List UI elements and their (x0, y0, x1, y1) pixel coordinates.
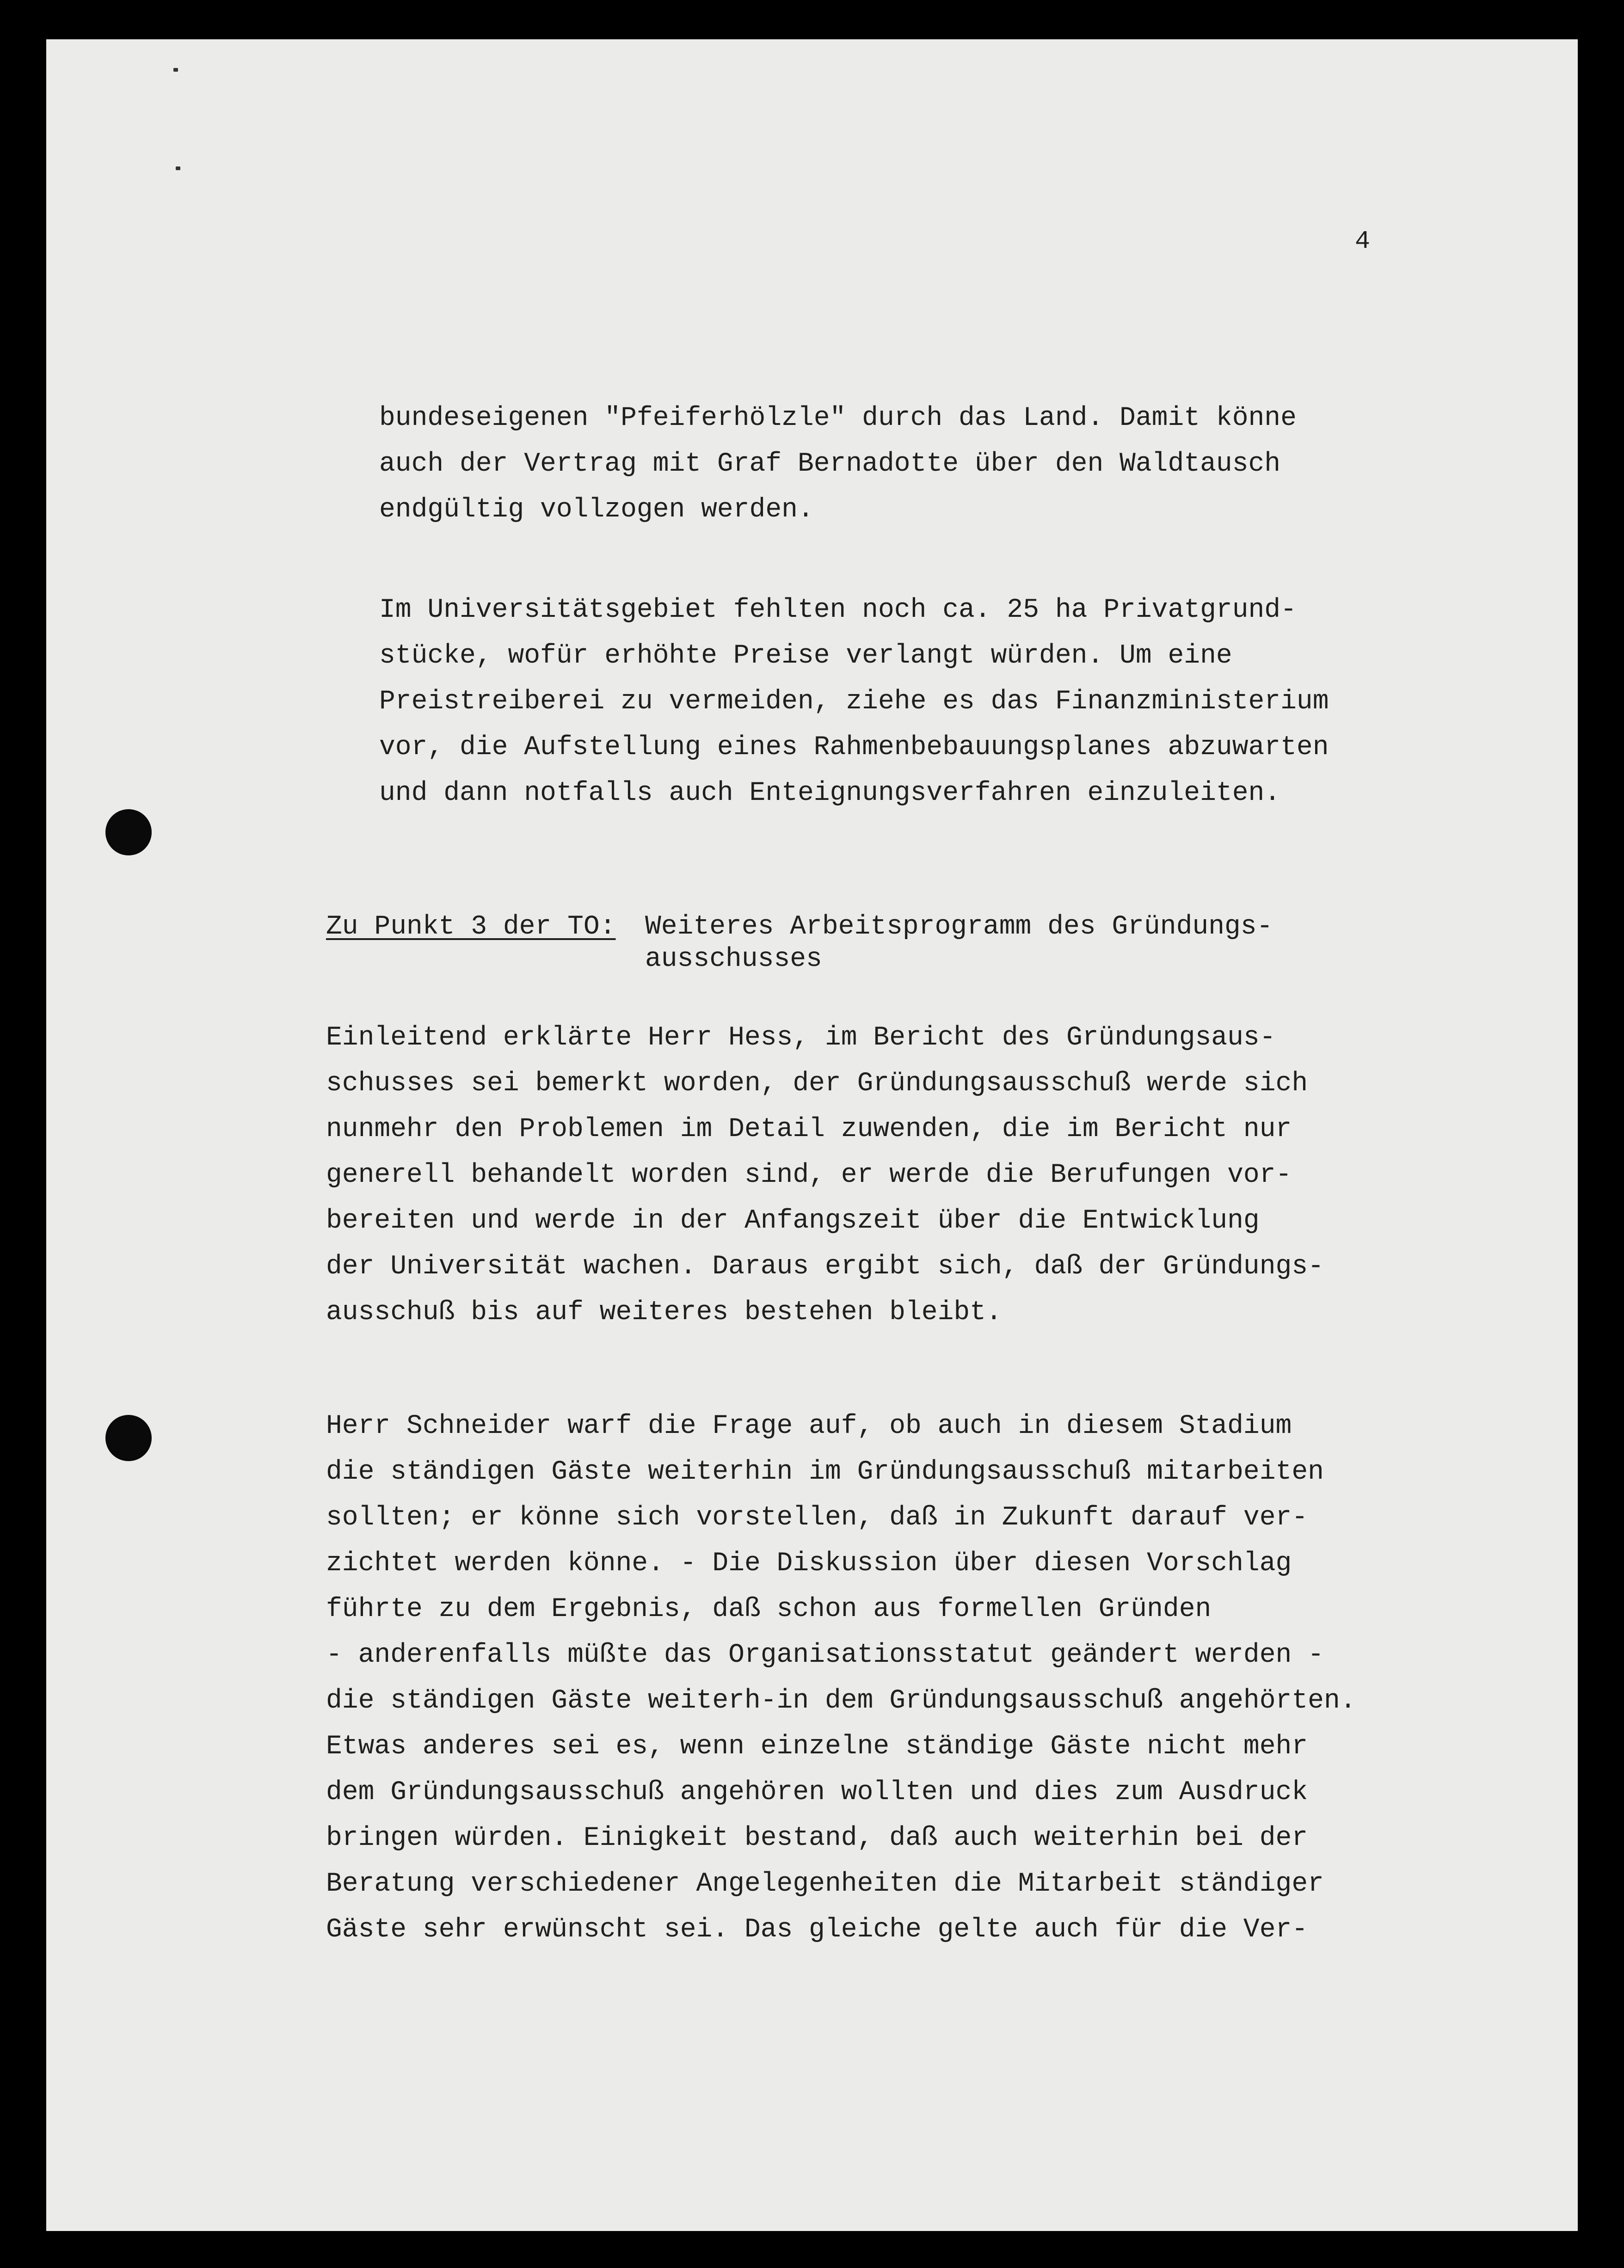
paragraph-land-exchange (379, 395, 1297, 533)
ink-speck (176, 166, 180, 170)
text-line: Im Universitätsgebiet fehlten noch ca. 25 ha Privatgrund- (379, 595, 1297, 625)
text-line: der Universität wachen. Daraus ergibt sich, daß der Gründungs- (326, 1252, 1324, 1282)
text-line: bringen würden. Einigkeit bestand, daß auch weiterhin bei der (326, 1823, 1308, 1853)
punch-hole (105, 1415, 152, 1461)
text-line: zichtet werden könne. - Die Diskussion über diesen Vorschlag (326, 1549, 1292, 1579)
ink-speck (173, 68, 178, 72)
text-line: bundeseigenen "Pfeiferhölzle" durch das Land. Damit könne (379, 403, 1297, 433)
text-line: ausschuß bis auf weiteres bestehen bleibt. (326, 1297, 1002, 1328)
page-number: 4 (1355, 227, 1371, 256)
agenda-item-title (645, 911, 1273, 976)
text-line: sollten; er könne sich vorstellen, daß in Zukunft darauf ver- (326, 1503, 1308, 1533)
text-line: Herr Schneider warf die Frage auf, ob auch in diesem Stadium (326, 1411, 1292, 1441)
text-line: vor, die Aufstellung eines Rahmenbebauungsplanes abzuwarten (379, 732, 1329, 762)
text-line: die ständigen Gäste weiterh-in dem Gründungsausschuß angehörten. (326, 1686, 1356, 1716)
text-line: stücke, wofür erhöhte Preise verlangt würden. Um eine (379, 641, 1232, 671)
text-line: generell behandelt worden sind, er werde die Berufungen vor- (326, 1160, 1292, 1190)
text-line: - anderenfalls müßte das Organisationsstatut geändert werden - (326, 1640, 1324, 1670)
paragraph-university-area (379, 587, 1329, 816)
agenda-item-label: Zu Punkt 3 der TO: (326, 912, 616, 942)
text-line: die ständigen Gäste weiterhin im Gründungsausschuß mitarbeiten (326, 1457, 1324, 1487)
text-line: Beratung verschiedener Angelegenheiten die Mitarbeit ständiger (326, 1869, 1324, 1899)
text-line: Einleitend erklärte Herr Hess, im Bericht des Gründungsaus- (326, 1023, 1276, 1053)
text-line: nunmehr den Problemen im Detail zuwenden, die im Bericht nur (326, 1114, 1292, 1144)
text-line: endgültig vollzogen werden. (379, 495, 814, 525)
text-line: dem Gründungsausschuß angehören wollten und dies zum Ausdruck (326, 1777, 1308, 1807)
text-line: Etwas anderes sei es, wenn einzelne ständige Gäste nicht mehr (326, 1732, 1308, 1762)
agenda-title-line: ausschusses (645, 944, 822, 974)
agenda-title-line: Weiteres Arbeitsprogramm des Gründungs- (645, 912, 1273, 942)
text-line: bereiten und werde in der Anfangszeit über die Entwicklung (326, 1206, 1260, 1236)
punch-hole (105, 809, 152, 855)
text-line: Preistreiberei zu vermeiden, ziehe es das Finanzministerium (379, 687, 1329, 717)
text-line: führte zu dem Ergebnis, daß schon aus formellen Gründen (326, 1594, 1212, 1624)
text-line: auch der Vertrag mit Graf Bernadotte über den Waldtausch (379, 449, 1281, 479)
text-line: schusses sei bemerkt worden, der Gründungsausschuß werde sich (326, 1069, 1308, 1099)
document-page (46, 39, 1578, 2231)
text-line: Gäste sehr erwünscht sei. Das gleiche gelte auch für die Ver- (326, 1915, 1308, 1945)
paragraph-hess-statement (326, 1015, 1324, 1335)
paragraph-schneider-question (326, 1403, 1356, 1953)
text-line: und dann notfalls auch Enteignungsverfahren einzuleiten. (379, 778, 1281, 808)
